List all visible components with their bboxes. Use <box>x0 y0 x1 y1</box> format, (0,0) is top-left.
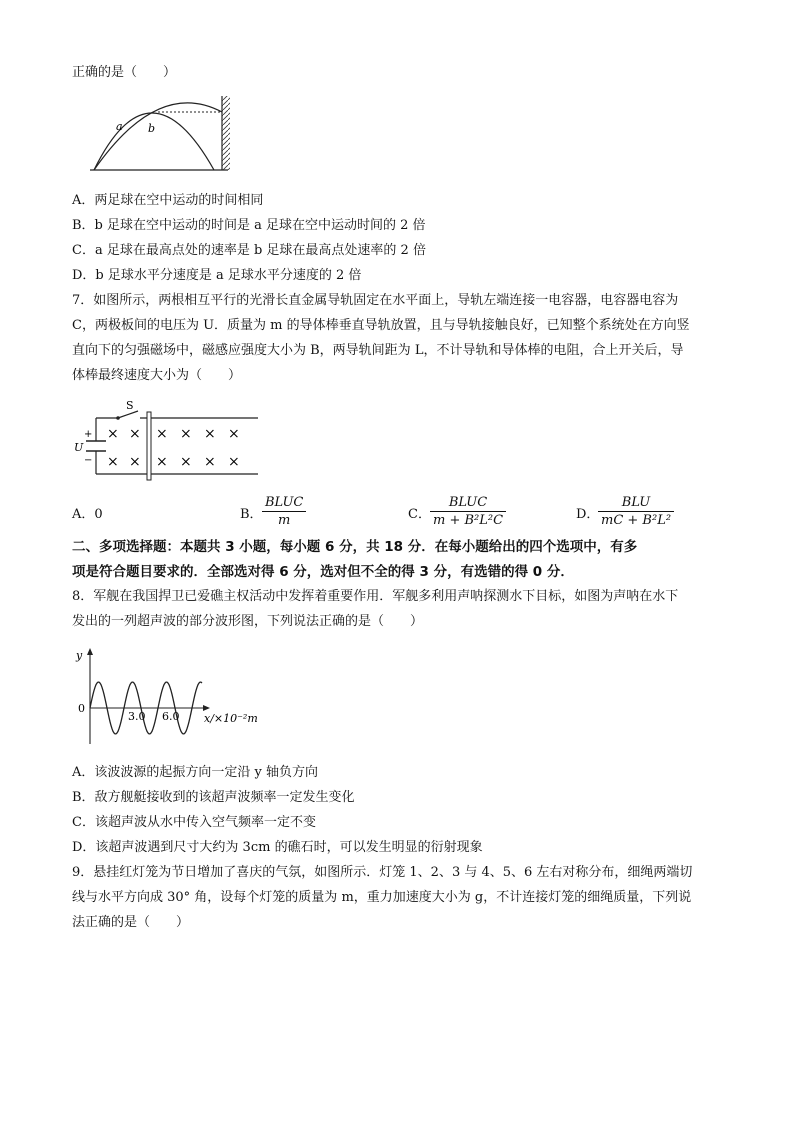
svg-text:×: × <box>129 426 141 442</box>
section2-line-2: 项是符合题目要求的．全部选对得 6 分，选对但不全的得 3 分，有选错的得 0 分． <box>72 564 574 580</box>
switch-blade <box>118 411 138 418</box>
q8-option-b: B．敌方舰艇接收到的该超声波频率一定发生变化 <box>72 790 355 805</box>
q6-option-c: C．a 足球在最高点处的速率是 b 足球在最高点处速率的 2 倍 <box>72 243 426 258</box>
plus-sign: + <box>84 429 93 440</box>
q8-option-d: D．该超声波遇到尺寸大约为 3cm 的礁石时，可以发生明显的衍射现象 <box>72 840 483 855</box>
svg-text:×: × <box>156 426 168 442</box>
q6-stem-tail: 正确的是（ ） <box>72 65 177 80</box>
q6-option-d: D．b 足球水平分速度是 a 足球水平分速度的 2 倍 <box>72 268 362 283</box>
svg-text:×: × <box>180 426 192 442</box>
svg-text:×: × <box>129 454 141 470</box>
q7-line-4: 体棒最终速度大小为（ ） <box>72 368 242 383</box>
q7-option-d-label: D． <box>576 507 600 522</box>
q7-option-b-label: B． <box>240 507 263 522</box>
magnetic-field-crosses <box>107 426 240 470</box>
q6-trajectory-figure <box>88 90 238 172</box>
fraction-numerator: BLUC <box>430 494 506 512</box>
q8-option-c: C．该超声波从水中传入空气频率一定不变 <box>72 815 316 830</box>
q7-option-c-fraction <box>430 494 506 529</box>
voltage-label: U <box>74 441 84 454</box>
q7-option-c-label: C． <box>408 507 431 522</box>
q8-wave-figure <box>72 644 282 748</box>
q7-circuit-figure <box>72 396 272 484</box>
q7-option-a: A．0 <box>72 507 103 522</box>
q8-line-1: 8．军舰在我国捍卫已爱礁主权活动中发挥着重要作用．军舰多利用声呐探测水下目标，如图为声呐在水下 <box>72 589 679 604</box>
svg-text:×: × <box>204 426 216 442</box>
label-b: b <box>148 122 156 135</box>
q6-option-a: A．两足球在空中运动的时间相同 <box>72 193 264 208</box>
fraction-numerator: BLU <box>598 494 674 512</box>
conductor-rod <box>147 412 151 480</box>
svg-text:×: × <box>156 454 168 470</box>
q7-option-b-fraction <box>262 494 306 529</box>
fraction-denominator: mC + B²L² <box>601 513 672 528</box>
svg-text:×: × <box>228 454 240 470</box>
q7-line-3: 直向下的匀强磁场中，磁感应强度大小为 B，两导轨间距为 L，不计导轨和导体棒的电阻，合上开关后，导 <box>72 343 684 358</box>
q6-option-b: B．b 足球在空中运动的时间是 a 足球在空中运动时间的 2 倍 <box>72 218 426 233</box>
tick-6: 6.0 <box>162 710 180 723</box>
q9-line-1: 9．悬挂红灯笼为节日增加了喜庆的气氛，如图所示．灯笼 1、2、3 与 4、5、6 左右对称分布，细绳两端切 <box>72 865 693 880</box>
q7-line-2: C，两极板间的电压为 U．质量为 m 的导体棒垂直导轨放置，且与导轨接触良好，已知整个系统处在方向竖 <box>72 318 690 333</box>
fraction-numerator: BLUC <box>262 494 306 512</box>
wall-hatch <box>222 96 230 170</box>
q7-option-d-fraction <box>598 494 674 529</box>
y-axis-label: y <box>76 649 83 662</box>
q7-line-1: 7．如图所示，两根相互平行的光滑长直金属导轨固定在水平面上，导轨左端连接一电容器，电容器电容为 <box>72 293 679 308</box>
minus-sign: − <box>84 455 93 466</box>
svg-text:×: × <box>204 454 216 470</box>
trajectory-b <box>94 103 222 170</box>
q9-line-3: 法正确的是（ ） <box>72 915 190 930</box>
svg-text:×: × <box>228 426 240 442</box>
fraction-denominator: m <box>278 513 291 528</box>
svg-text:×: × <box>107 426 119 442</box>
origin-label: 0 <box>78 702 85 715</box>
svg-text:×: × <box>180 454 192 470</box>
label-a: a <box>116 120 123 133</box>
q8-option-a: A．该波波源的起振方向一定沿 y 轴负方向 <box>72 765 318 780</box>
q9-line-2: 线与水平方向成 30° 角，设每个灯笼的质量为 m，重力加速度大小为 g，不计连接灯笼的细绳质量，下列说 <box>72 890 692 905</box>
switch-label: S <box>126 399 134 412</box>
x-axis-label: x/×10⁻²m <box>204 712 258 725</box>
section2-line-1: 二、多项选择题：本题共 3 小题，每小题 6 分，共 18 分．在每小题给出的四个选项中，有多 <box>72 539 638 555</box>
svg-text:×: × <box>107 454 119 470</box>
tick-3: 3.0 <box>128 710 146 723</box>
fraction-denominator: m + B²L²C <box>433 513 504 528</box>
q8-line-2: 发出的一列超声波的部分波形图，下列说法正确的是（ ） <box>72 614 424 629</box>
